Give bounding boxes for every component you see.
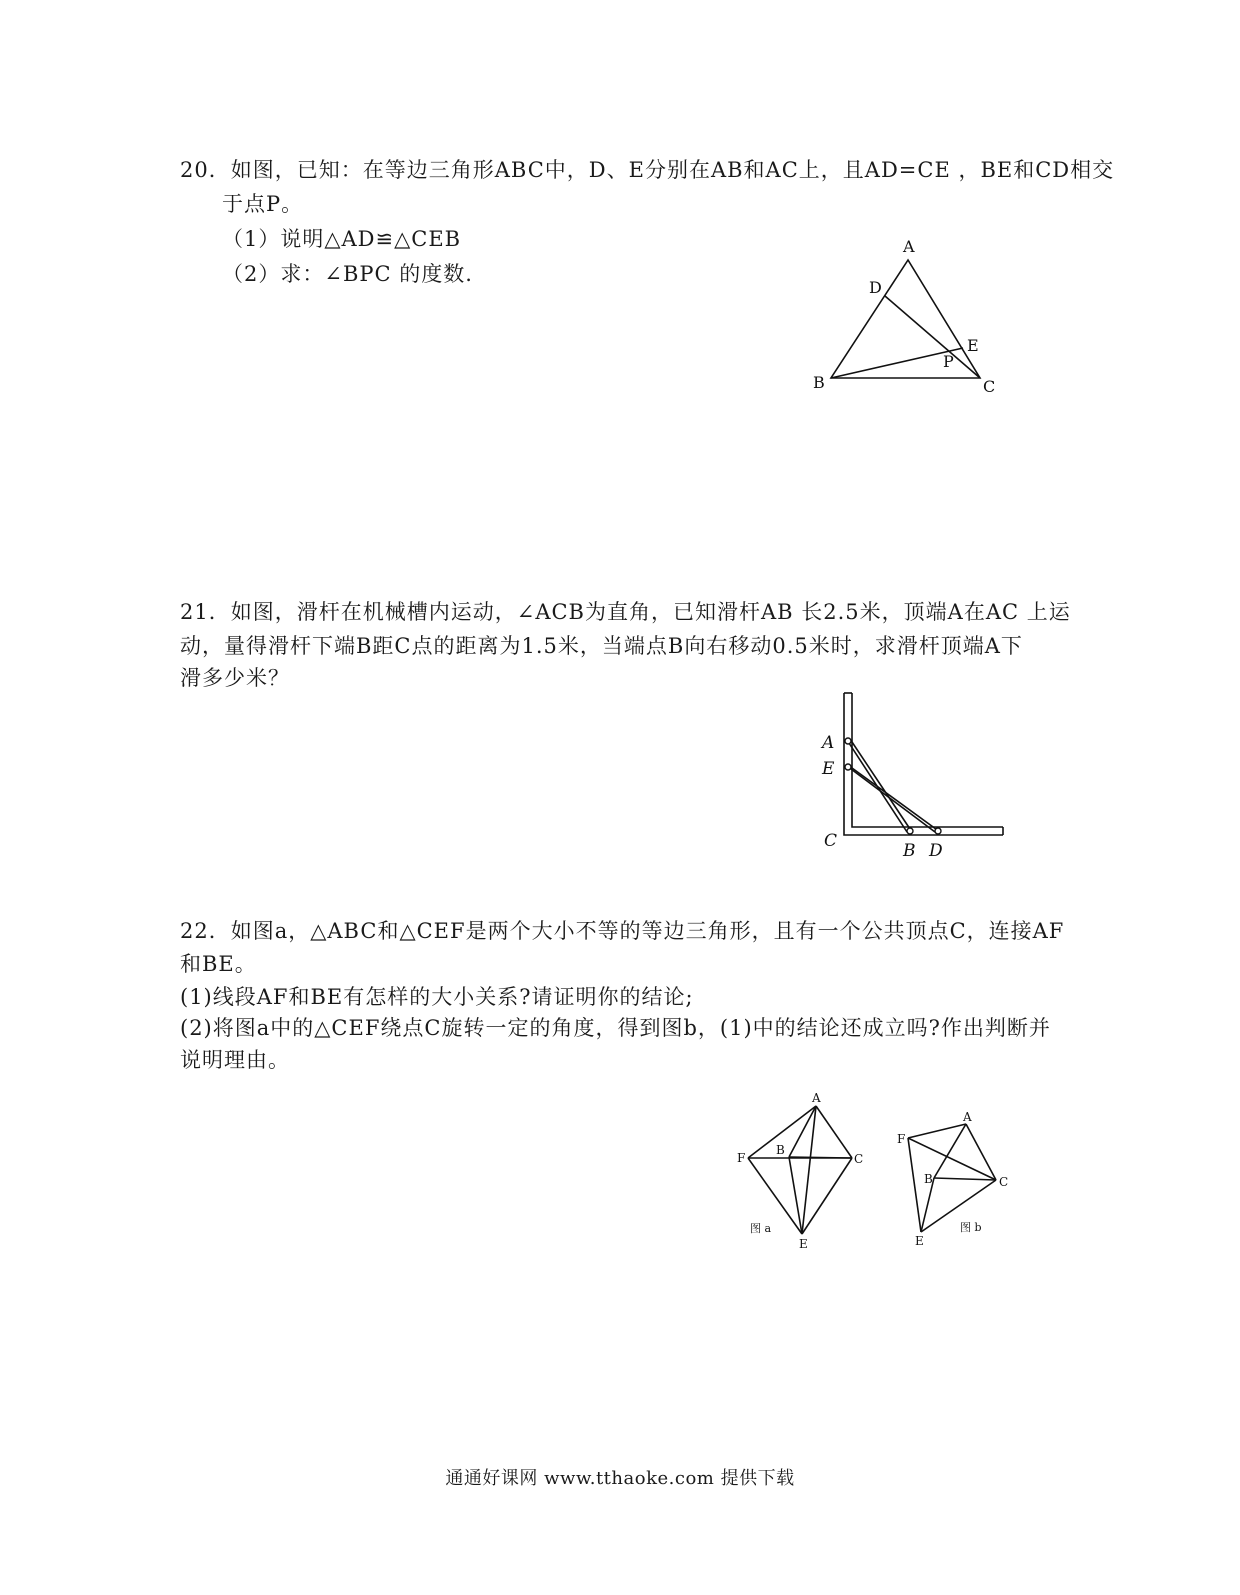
joint-d xyxy=(935,828,941,834)
figure-a-caption: 图 a xyxy=(750,1222,772,1235)
label-e: E xyxy=(915,1234,924,1248)
track-inner xyxy=(852,693,1003,827)
q22-line-2: 和BE。 xyxy=(180,952,257,976)
q22-figure-a xyxy=(730,1088,870,1258)
q22-figure-b xyxy=(888,1108,1028,1258)
side-fc xyxy=(908,1138,996,1180)
rod-ed-2 xyxy=(852,768,940,832)
figure-b-caption: 图 b xyxy=(960,1221,982,1234)
label-b: B xyxy=(903,841,916,861)
rod-ed-1 xyxy=(847,766,935,832)
label-f: F xyxy=(897,1132,906,1146)
joint-a xyxy=(845,738,851,744)
label-a: A xyxy=(903,237,915,256)
label-c: C xyxy=(999,1175,1009,1189)
label-b: B xyxy=(776,1143,785,1157)
label-d: D xyxy=(869,278,882,297)
rod-ab-2 xyxy=(852,742,912,832)
label-b: B xyxy=(813,373,825,392)
q21-line-3: 滑多少米？ xyxy=(180,666,290,690)
side-ac xyxy=(816,1106,852,1158)
q22-line-4: (2)将图a中的△CEF绕点C旋转一定的角度，得到图b，(1)中的结论还成立吗?作出判断并 xyxy=(180,1016,1051,1040)
q22-line-1: 22．如图a，△ABC和△CEF是两个大小不等的等边三角形，且有一个公共顶点C，连接AF xyxy=(180,919,1065,943)
label-e: E xyxy=(799,1237,808,1251)
track-outer xyxy=(844,693,1003,835)
label-c: C xyxy=(854,1152,864,1166)
label-p: P xyxy=(943,352,954,371)
label-d: D xyxy=(929,841,943,861)
side-ac xyxy=(966,1124,996,1180)
label-f: F xyxy=(737,1151,746,1165)
side-fe xyxy=(908,1138,921,1232)
side-ab xyxy=(934,1124,966,1178)
label-b: B xyxy=(924,1172,933,1186)
q20-line-1: 20．如图，已知：在等边三角形ABC中，D、E分别在AB和AC上，且AD=CE ，BE和CD相交 xyxy=(180,158,1115,182)
joint-b xyxy=(907,828,913,834)
q20-subquestion-1: （1）说明△AD≌△CEB xyxy=(222,227,462,251)
label-e: E xyxy=(967,336,979,355)
label-a: A xyxy=(822,733,835,753)
q21-line-1: 21．如图，滑杆在机械槽内运动，∠ACB为直角，已知滑杆AB 长2.5米，顶端A在AC 上运 xyxy=(180,600,1071,624)
q22-line-3: (1)线段AF和BE有怎样的大小关系?请证明你的结论; xyxy=(180,985,694,1009)
side-bc xyxy=(934,1178,996,1180)
footer-source: 通通好课网 www.tthaoke.com 提供下载 xyxy=(445,1468,795,1489)
q20-line-2: 于点P。 xyxy=(222,192,304,216)
label-c: C xyxy=(824,831,838,851)
segment-af xyxy=(908,1124,966,1138)
label-a: A xyxy=(963,1110,972,1124)
label-e: E xyxy=(822,759,835,779)
q20-triangle-figure xyxy=(805,230,1015,400)
joint-e xyxy=(845,764,851,770)
segment-cd xyxy=(885,296,980,378)
label-a: A xyxy=(812,1091,821,1105)
label-c: C xyxy=(983,377,996,396)
q20-subquestion-2: （2）求：∠BPC 的度数. xyxy=(222,262,473,286)
q21-sliding-rod-figure xyxy=(815,688,1015,863)
q21-line-2: 动，量得滑杆下端B距C点的距离为1.5米，当端点B向右移动0.5米时，求滑杆顶端A下 xyxy=(180,634,1023,658)
q22-line-5: 说明理由。 xyxy=(180,1048,290,1072)
segment-be xyxy=(789,1157,802,1234)
